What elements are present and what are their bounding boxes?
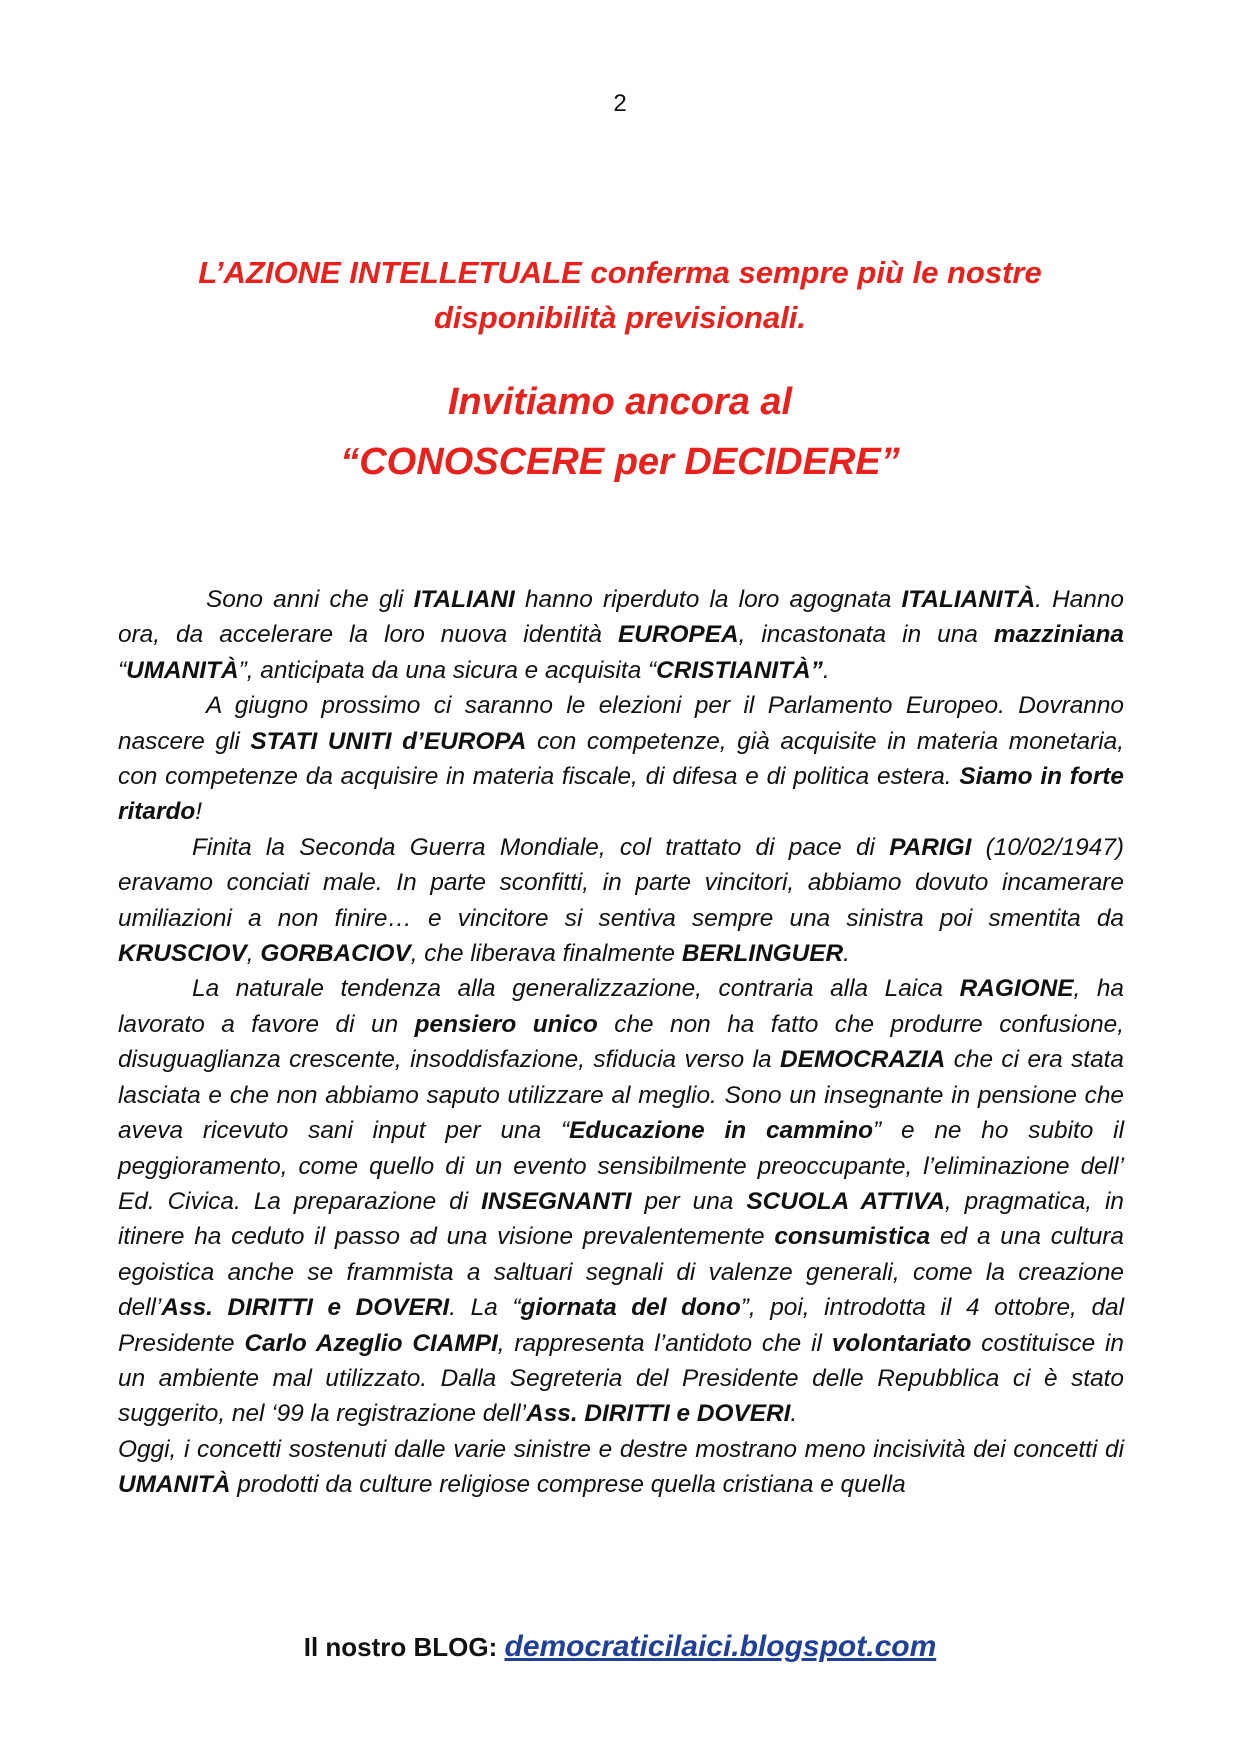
- bold-text: DEMOCRAZIA: [779, 1046, 946, 1074]
- text-run: che ci era stata lasciata e che non abbiamo saputo utilizzare al meglio. Sono un insegnante in pensione che aveva ricevuto sani input per una “: [118, 1046, 1124, 1145]
- text-run: ”, poi, introdotta il 4 ottobre, dal Presidente: [118, 1294, 1124, 1357]
- text-run: prodotti da culture religiose comprese quella cristiana e quella: [230, 1471, 906, 1499]
- bold-text: pensiero unico: [414, 1010, 598, 1038]
- text-run: !: [195, 798, 203, 826]
- text-run: .: [822, 656, 830, 684]
- paragraph: [118, 971, 1124, 1431]
- page-number: 2: [613, 90, 627, 117]
- text-run: Sono anni che gli: [206, 586, 414, 613]
- text-run: hanno riperduto la loro agognata: [514, 586, 902, 613]
- text-run: Oggi, i concetti sostenuti dalle varie sinistre e destre mostrano meno incisività dei concetti di: [118, 1435, 1124, 1463]
- text-run: , ha lavorato a favore di un: [118, 975, 1125, 1038]
- bold-text: mazziniana: [993, 621, 1124, 649]
- headline-line-2: disponibilità previsionali.: [433, 300, 807, 335]
- bold-text: Ass. DIRITTI e DOVERI: [526, 1400, 791, 1428]
- bold-text: volontariato: [831, 1329, 972, 1357]
- bold-text: PARIGI: [889, 833, 972, 861]
- bold-text: UMANITÀ: [118, 1471, 231, 1499]
- bold-text: SCUOLA ATTIVA: [746, 1187, 945, 1215]
- bold-text: ITALIANITÀ: [901, 586, 1036, 613]
- blog-label: Il nostro BLOG:: [303, 1632, 505, 1662]
- bold-text: GORBACIOV: [260, 940, 411, 968]
- text-run: che non ha fatto che produrre confusione, disuguaglianza crescente, insoddisfazione, sfiducia verso la: [118, 1010, 1124, 1074]
- bold-text: RAGIONE: [959, 975, 1074, 1003]
- bold-text: ITALIANI: [413, 586, 515, 613]
- text-run: (10/02/1947) eravamo conciati male. In parte sconfitti, in parte vincitori, abbiamo dovuto incamerare umiliazioni a non finire… e vincitore si sentiva sempre una sinistra poi smentita da: [118, 833, 1125, 932]
- text-run: , rappresenta l’antidoto che il: [497, 1329, 832, 1357]
- paragraph: [118, 688, 1124, 830]
- headline-line-1: L’AZIONE INTELLETUALE conferma sempre più le nostre: [198, 255, 1042, 290]
- text-run: ” e ne ho subito il peggioramento, come quello di un evento sensibilmente preoccupante, l’eliminazione dell’ Ed. Civica. La preparazione di: [118, 1117, 1124, 1215]
- bold-text: consumistica: [774, 1223, 931, 1251]
- bold-text: CRISTIANITÀ”: [656, 656, 823, 684]
- bold-text: Educazione in cammino: [569, 1117, 874, 1145]
- text-run: .: [843, 940, 850, 968]
- subheadline-line-1: Invitiamo ancora al: [447, 381, 793, 423]
- bold-text: Siamo in forte ritardo: [118, 763, 1124, 826]
- bold-text: UMANITÀ: [126, 656, 239, 684]
- text-run: ,: [246, 940, 261, 968]
- text-run: , pragmatica, in itinere ha ceduto il passo ad una visione prevalentemente: [118, 1187, 1124, 1251]
- blog-footer: [0, 1630, 1240, 1664]
- text-run: Finita la Seconda Guerra Mondiale, col trattato di pace di: [192, 833, 890, 861]
- text-run: per una: [631, 1187, 747, 1215]
- text-run: ed a una cultura egoistica anche se frammista a saltuari segnali di valenze generali, come la creazione dell’: [118, 1223, 1124, 1322]
- headline: [0, 250, 1240, 340]
- text-run: La naturale tendenza alla generalizzazione, contraria alla Laica: [192, 975, 960, 1003]
- bold-text: INSEGNANTI: [481, 1187, 632, 1215]
- bold-text: Carlo Azeglio CIAMPI: [244, 1329, 498, 1357]
- bold-text: BERLINGUER: [681, 940, 844, 968]
- subheadline: [0, 372, 1240, 492]
- text-run: ”, anticipata da una sicura e acquisita “: [238, 656, 657, 684]
- blog-link[interactable]: democraticilaici.blogspot.com: [504, 1630, 937, 1663]
- article-body: [118, 582, 1124, 1503]
- paragraph: [118, 582, 1124, 688]
- bold-text: Ass. DIRITTI e DOVERI: [161, 1294, 450, 1322]
- bold-text: giornata del dono: [520, 1294, 741, 1322]
- subheadline-line-2: “CONOSCERE per DECIDERE”: [340, 441, 900, 483]
- text-run: . Hanno ora, da accelerare la loro nuova identità: [118, 586, 1124, 649]
- bold-text: KRUSCIOV: [118, 940, 247, 968]
- text-run: , incastonata in una: [738, 621, 994, 649]
- bold-text: EUROPEA: [617, 621, 739, 649]
- paragraph: [118, 830, 1124, 972]
- text-run: con competenze, già acquisite in materia monetaria, con competenze da acquisire in materia fiscale, di difesa e di politica estera.: [118, 727, 1124, 791]
- paragraph: [118, 1432, 1124, 1503]
- text-run: , che liberava finalmente: [410, 940, 682, 968]
- text-run: “: [118, 656, 127, 684]
- text-run: costituisce in un ambiente mal utilizzato. Dalla Segreteria del Presidente delle Repubblica ci è stato suggerito, nel ‘99 la registrazione dell’: [118, 1329, 1125, 1428]
- text-run: . La “: [449, 1294, 521, 1322]
- text-run: .: [790, 1400, 798, 1428]
- bold-text: STATI UNITI d’EUROPA: [250, 727, 527, 755]
- text-run: A giugno prossimo ci saranno le elezioni per il Parlamento Europeo. Dovranno nascere gli: [118, 692, 1124, 755]
